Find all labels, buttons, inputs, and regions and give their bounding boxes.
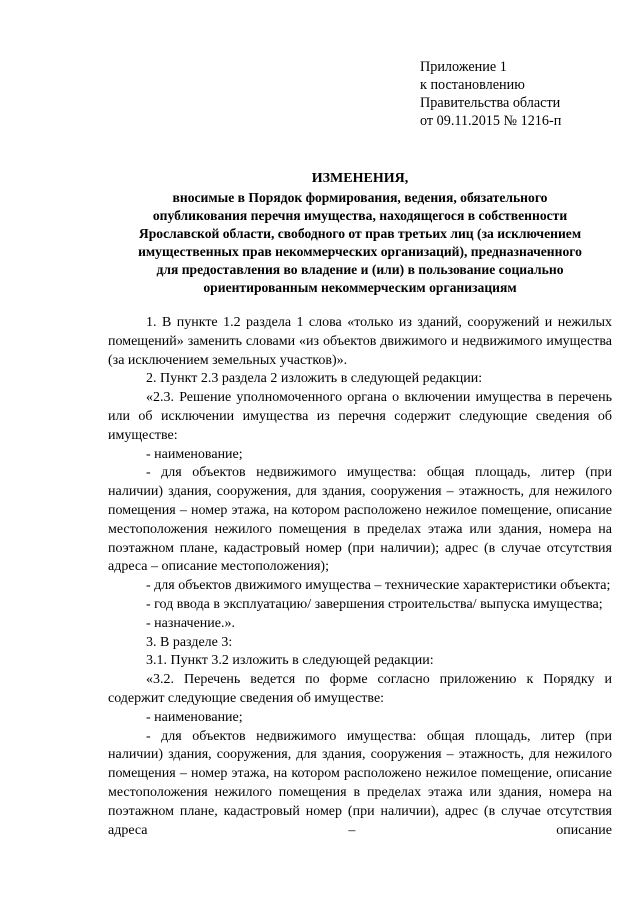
title-line: для предоставления во владение и (или) в пользование социально [156, 262, 564, 277]
appendix-line: Приложение 1 [420, 59, 507, 75]
appendix-line: к постановлению [420, 77, 525, 93]
paragraph: «3.2. Перечень ведется по форме согласно приложению к Порядку и содержит следующие сведения об имуществе: [108, 672, 612, 706]
title-line: вносимые в Порядок формирования, ведения, обязательного [172, 190, 548, 205]
paragraph: - для объектов движимого имущества – технические характеристики объекта; [146, 578, 611, 594]
appendix-line: Правительства области [420, 95, 561, 111]
paragraph: «2.3. Решение уполномоченного органа о включении имущества в перечень или об исключении имущества из перечня содержит следующие сведения об имуществе: [108, 390, 612, 443]
paragraph: 3. В разделе 3: [146, 634, 233, 650]
title-line: Ярославской области, свободного от прав третьих лиц (за исключением [138, 226, 582, 241]
paragraph: 2. Пункт 2.3 раздела 2 изложить в следующей редакции: [146, 371, 483, 387]
document-title [108, 170, 612, 297]
paragraph: - для объектов недвижимого имущества: общая площадь, литер (при наличии) здания, сооружения, для здания, сооружения – этажность, для нежилого помещения – номер этажа, на котором расположено нежилое помещение, описание местоположения нежилого помещения в пределах этажа или здания, номера на поэтажном плане, кадастровый номер (при наличии), адрес (в случае отсутствия адреса – описание [108, 728, 612, 838]
paragraph: 3.1. Пункт 3.2 изложить в следующей редакции: [146, 653, 434, 669]
appendix-header [420, 58, 612, 130]
document-body [108, 314, 612, 840]
appendix-date-line: от 09.11.2015 № 1216-п [420, 113, 562, 129]
paragraph: 1. В пункте 1.2 раздела 1 слова «только из зданий, сооружений и нежилых помещений» заменить словами «из объектов движимого и недвижимого имущества (за исключением земельных участков)». [108, 315, 612, 368]
paragraph: - год ввода в эксплуатацию/ завершения строительства/ выпуска имущества; [146, 596, 603, 612]
paragraph: - для объектов недвижимого имущества: общая площадь, литер (при наличии) здания, сооружения, для здания, сооружения – этажность, для нежилого помещения – номер этажа, на котором расположено нежилое помещение, описание местоположения нежилого помещения в пределах этажа или здания, номера на поэтажном плане, кадастровый номер (при наличии); адрес (в случае отсутствия адреса – описание местоположения); [108, 465, 612, 575]
paragraph: - назначение.». [146, 615, 235, 631]
title-line: ориентированным некоммерческим организациям [203, 280, 517, 295]
title-line: опубликования перечня имущества, находящегося в собственности [152, 208, 568, 223]
title-line: имущественных прав некоммерческих организаций), предназначенного [138, 244, 582, 259]
title-main: ИЗМЕНЕНИЯ, [311, 171, 409, 186]
paragraph: - наименование; [146, 446, 243, 462]
paragraph: - наименование; [146, 709, 243, 725]
